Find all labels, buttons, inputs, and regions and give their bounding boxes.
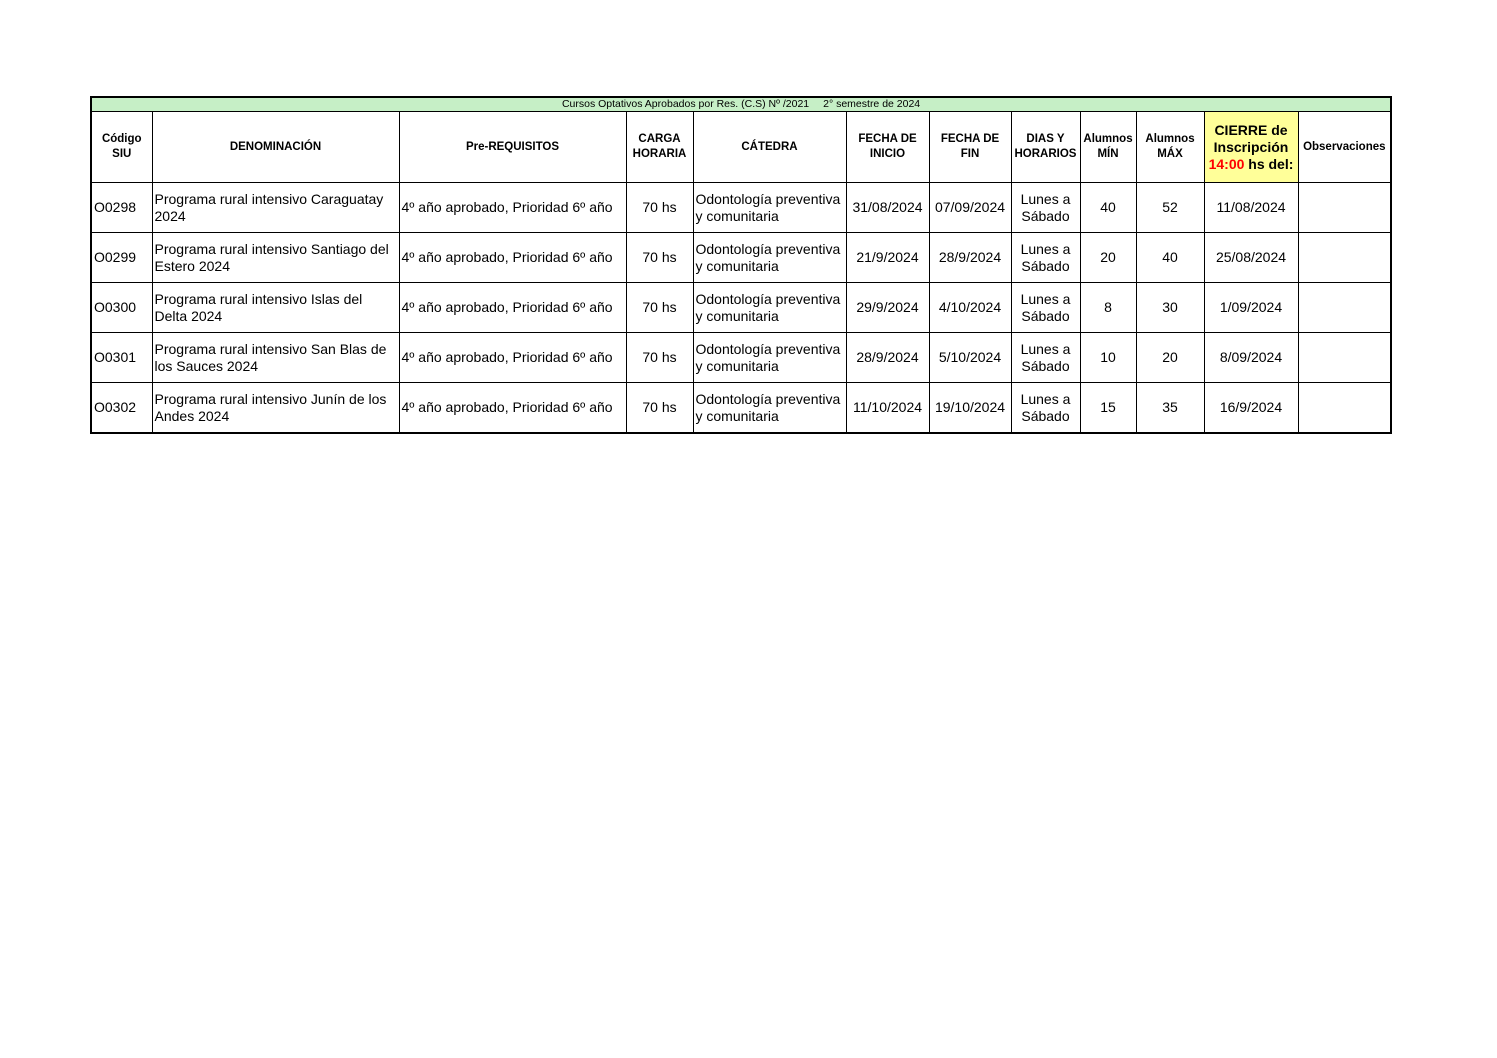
cell-dias-horarios: Lunes a Sábado	[1011, 283, 1080, 333]
cell-observaciones	[1298, 183, 1391, 233]
table-row	[91, 333, 1391, 383]
header-observaciones: Observaciones	[1298, 112, 1391, 183]
title-row	[91, 97, 1391, 112]
cell-prerequisitos: 4º año aprobado, Prioridad 6º año	[399, 183, 626, 233]
cell-carga-horaria: 70 hs	[626, 283, 693, 333]
cell-alumnos-max: 20	[1136, 333, 1204, 383]
cell-denominacion: Programa rural intensivo Islas del Delta 2024	[152, 283, 399, 333]
table-title-cell	[91, 97, 1391, 112]
cell-fecha-fin: 07/09/2024	[929, 183, 1011, 233]
header-denominacion: DENOMINACIÓN	[152, 112, 399, 183]
cell-fecha-fin: 19/10/2024	[929, 383, 1011, 434]
cell-cierre: 25/08/2024	[1204, 233, 1298, 283]
table-row	[91, 233, 1391, 283]
cell-prerequisitos: 4º año aprobado, Prioridad 6º año	[399, 233, 626, 283]
cell-catedra: Odontología preventiva y comunitaria	[693, 283, 846, 333]
cell-catedra: Odontología preventiva y comunitaria	[693, 333, 846, 383]
header-codigo: Código SIU	[91, 112, 152, 183]
cell-carga-horaria: 70 hs	[626, 383, 693, 434]
cell-denominacion: Programa rural intensivo Caraguatay 2024	[152, 183, 399, 233]
cell-fecha-fin: 28/9/2024	[929, 233, 1011, 283]
cell-alumnos-min: 15	[1080, 383, 1136, 434]
cell-observaciones	[1298, 333, 1391, 383]
header-fecha-fin: FECHA DE FIN	[929, 112, 1011, 183]
cell-observaciones	[1298, 233, 1391, 283]
cell-alumnos-max: 40	[1136, 233, 1204, 283]
cell-cierre: 16/9/2024	[1204, 383, 1298, 434]
semester-label: 2° semestre de 2024	[823, 98, 921, 110]
cell-alumnos-max: 52	[1136, 183, 1204, 233]
cell-catedra: Odontología preventiva y comunitaria	[693, 183, 846, 233]
cell-alumnos-min: 10	[1080, 333, 1136, 383]
cell-cierre: 11/08/2024	[1204, 183, 1298, 233]
header-carga-horaria: CARGA HORARIA	[626, 112, 693, 183]
cell-cierre: 1/09/2024	[1204, 283, 1298, 333]
cell-codigo: O0301	[91, 333, 152, 383]
cell-carga-horaria: 70 hs	[626, 333, 693, 383]
cell-fecha-inicio: 31/08/2024	[846, 183, 929, 233]
cell-prerequisitos: 4º año aprobado, Prioridad 6º año	[399, 333, 626, 383]
cell-alumnos-max: 35	[1136, 383, 1204, 434]
header-row	[91, 112, 1391, 183]
cell-catedra: Odontología preventiva y comunitaria	[693, 233, 846, 283]
cell-catedra: Odontología preventiva y comunitaria	[693, 383, 846, 434]
cell-alumnos-max: 30	[1136, 283, 1204, 333]
cell-carga-horaria: 70 hs	[626, 183, 693, 233]
cell-cierre: 8/09/2024	[1204, 333, 1298, 383]
header-prerequisitos: Pre-REQUISITOS	[399, 112, 626, 183]
header-catedra: CÁTEDRA	[693, 112, 846, 183]
cell-denominacion: Programa rural intensivo Junín de los Andes 2024	[152, 383, 399, 434]
cell-dias-horarios: Lunes a Sábado	[1011, 333, 1080, 383]
cell-fecha-inicio: 21/9/2024	[846, 233, 929, 283]
cell-dias-horarios: Lunes a Sábado	[1011, 383, 1080, 434]
cell-codigo: O0299	[91, 233, 152, 283]
cell-denominacion: Programa rural intensivo Santiago del Estero 2024	[152, 233, 399, 283]
header-fecha-inicio: FECHA DE INICIO	[846, 112, 929, 183]
header-cierre	[1204, 112, 1298, 183]
header-cierre-suffix: hs del:	[1244, 155, 1294, 172]
header-alumnos-max: Alumnos MÁX	[1136, 112, 1204, 183]
table-title: Cursos Optativos Aprobados por Res. (C.S) Nº /2021	[561, 98, 810, 110]
cell-alumnos-min: 40	[1080, 183, 1136, 233]
header-cierre-label: CIERRE de Inscripción	[1213, 121, 1289, 155]
cell-carga-horaria: 70 hs	[626, 233, 693, 283]
courses-sheet	[90, 96, 1390, 434]
header-dias-horarios: DIAS Y HORARIOS	[1011, 112, 1080, 183]
cell-fecha-inicio: 29/9/2024	[846, 283, 929, 333]
cell-prerequisitos: 4º año aprobado, Prioridad 6º año	[399, 383, 626, 434]
table-row	[91, 383, 1391, 434]
cell-observaciones	[1298, 283, 1391, 333]
cell-prerequisitos: 4º año aprobado, Prioridad 6º año	[399, 283, 626, 333]
cell-codigo: O0298	[91, 183, 152, 233]
table-row	[91, 283, 1391, 333]
courses-table	[90, 96, 1392, 434]
cell-codigo: O0300	[91, 283, 152, 333]
cell-denominacion: Programa rural intensivo San Blas de los Sauces 2024	[152, 333, 399, 383]
table-row	[91, 183, 1391, 233]
cell-dias-horarios: Lunes a Sábado	[1011, 233, 1080, 283]
cell-dias-horarios: Lunes a Sábado	[1011, 183, 1080, 233]
header-cierre-time: 14:00	[1208, 155, 1245, 172]
cell-alumnos-min: 8	[1080, 283, 1136, 333]
cell-alumnos-min: 20	[1080, 233, 1136, 283]
cell-fecha-fin: 5/10/2024	[929, 333, 1011, 383]
cell-codigo: O0302	[91, 383, 152, 434]
cell-fecha-inicio: 28/9/2024	[846, 333, 929, 383]
cell-fecha-inicio: 11/10/2024	[846, 383, 929, 434]
header-alumnos-min: Alumnos MÍN	[1080, 112, 1136, 183]
cell-observaciones	[1298, 383, 1391, 434]
cell-fecha-fin: 4/10/2024	[929, 283, 1011, 333]
